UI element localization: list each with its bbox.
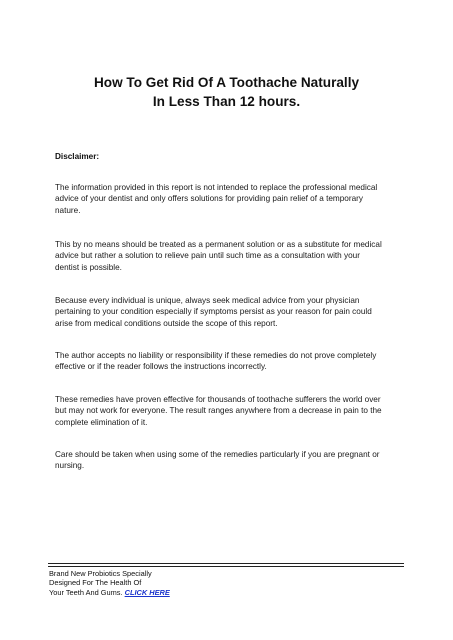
paragraph-line: This by no means should be treated as a permanent solution or as a substitute for medical xyxy=(55,240,382,249)
paragraph-line: The information provided in this report is not intended to replace the professional medical xyxy=(55,183,378,192)
footer-line-3 xyxy=(49,588,170,597)
paragraph-line: The author accepts no liability or responsibility if these remedies do not prove completely xyxy=(55,351,377,360)
page-title xyxy=(40,73,413,111)
footer-line-2: Designed For The Health Of xyxy=(49,578,142,588)
footer-ad xyxy=(49,569,170,597)
title-line-1: How To Get Rid Of A Toothache Naturally xyxy=(93,75,360,90)
paragraph-line: effective or if the reader follows the instructions incorrectly. xyxy=(55,362,267,372)
paragraph-2 xyxy=(55,239,405,273)
paragraph-line: but may not work for everyone. The result ranges anywhere from a decrease in pain to the xyxy=(55,406,382,416)
paragraph-line: dentist is possible. xyxy=(55,262,122,272)
paragraph-line: pertaining to your condition especially if symptoms persist as your reason for pain could xyxy=(55,307,372,317)
paragraph-line: advice but rather a solution to relieve pain until such time as a consultation with your xyxy=(55,251,360,261)
paragraph-6 xyxy=(55,449,405,472)
click-here-link[interactable]: CLICK HERE xyxy=(124,587,170,597)
footer-line-3-text: Your Teeth And Gums. xyxy=(49,587,123,597)
paragraph-line: nature. xyxy=(55,205,81,215)
paragraph-3 xyxy=(55,295,405,329)
paragraph-line: arise from medical conditions outside the scope of this report. xyxy=(55,318,278,328)
paragraph-4 xyxy=(55,350,405,373)
paragraph-1 xyxy=(55,182,405,216)
footer-divider xyxy=(48,563,404,567)
paragraph-line: advice of your dentist and only offers solutions for providing pain relief of a temporary xyxy=(55,194,363,204)
title-line-2: In Less Than 12 hours. xyxy=(152,94,301,109)
paragraph-line: complete elimination of it. xyxy=(55,417,148,427)
footer-line-1: Brand New Probiotics Specially xyxy=(49,569,152,578)
paragraph-5 xyxy=(55,394,405,428)
disclaimer-heading: Disclaimer: xyxy=(55,152,100,161)
paragraph-line: nursing. xyxy=(55,461,85,471)
paragraph-line: These remedies have proven effective for thousands of toothache sufferers the world over xyxy=(55,395,381,404)
paragraph-line: Because every individual is unique, always seek medical advice from your physician xyxy=(55,296,360,305)
paragraph-line: Care should be taken when using some of the remedies particularly if you are pregnant or xyxy=(55,450,380,459)
